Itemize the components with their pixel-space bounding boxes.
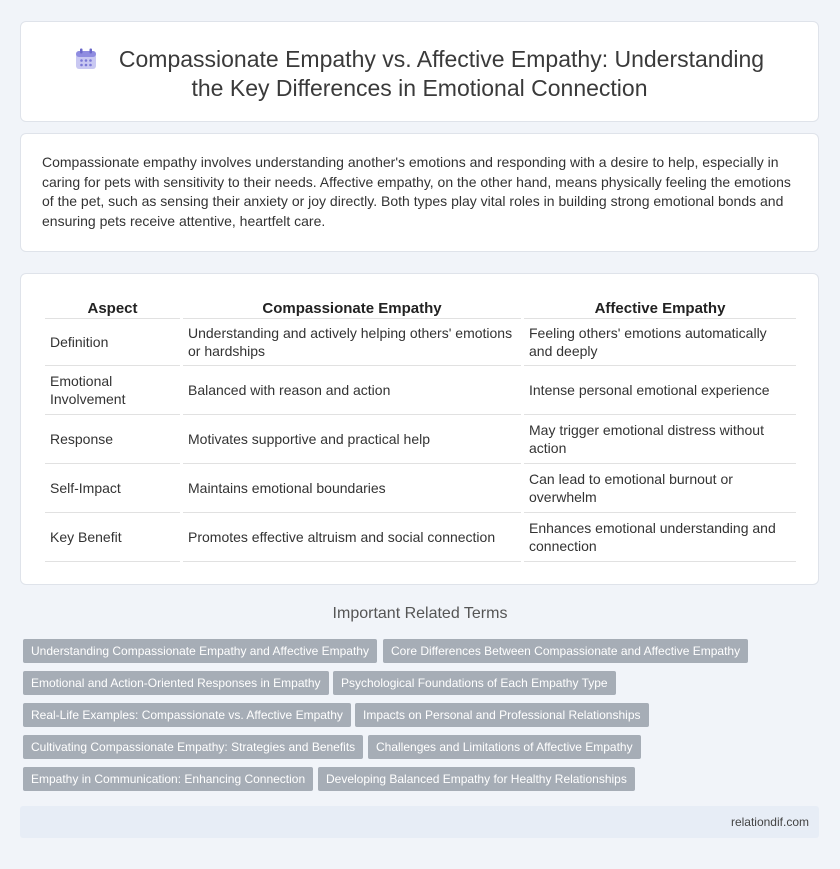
related-tag-link[interactable]: Real-Life Examples: Compassionate vs. Affective Empathy [23,703,351,727]
title-line-2: the Key Differences in Emotional Connection [191,75,648,101]
related-tag-link[interactable]: Cultivating Compassionate Empathy: Strategies and Benefits [23,735,363,759]
related-tag-link[interactable]: Developing Balanced Empathy for Healthy Relationships [318,767,635,791]
table-row [45,415,796,464]
header-aspect: Aspect [87,299,138,317]
cell-aspect: Response [45,415,180,464]
cell-affective: May trigger emotional distress without action [524,415,796,464]
title-card [20,21,819,122]
table-row [45,318,796,366]
cell-affective: Enhances emotional understanding and connection [524,513,796,562]
cell-compassionate: Promotes effective altruism and social connection [183,513,521,562]
related-tag-link[interactable]: Emotional and Action-Oriented Responses in Empathy [23,671,329,695]
cell-compassionate: Maintains emotional boundaries [183,464,521,513]
table-row [45,464,796,513]
related-tag-link[interactable]: Empathy in Communication: Enhancing Connection [23,767,313,791]
header-affective: Affective Empathy [594,299,726,317]
site-link[interactable]: relationdif.com [730,815,809,829]
cell-affective: Can lead to emotional burnout or overwhelm [524,464,796,513]
related-tag-link[interactable]: Understanding Compassionate Empathy and Affective Empathy [23,639,377,663]
header-compassionate: Compassionate Empathy [262,299,442,317]
comparison-card [20,273,819,585]
table-header-row [45,296,796,318]
title-line-1: Compassionate Empathy vs. Affective Empathy: Understanding [118,46,765,72]
intro-card [20,133,819,252]
cell-compassionate: Balanced with reason and action [183,366,521,415]
related-tag-link[interactable]: Psychological Foundations of Each Empathy Type [333,671,616,695]
table-row [45,366,796,415]
cell-affective: Feeling others' emotions automatically and deeply [524,318,796,366]
cell-aspect: Self-Impact [45,464,180,513]
related-terms-title: Important Related Terms [332,605,508,622]
cell-aspect: Emotional Involvement [45,366,180,415]
table-row [45,513,796,562]
related-tag-link[interactable]: Challenges and Limitations of Affective Empathy [368,735,641,759]
related-tag-link[interactable]: Impacts on Personal and Professional Relationships [355,703,649,727]
comparison-table [42,296,799,562]
intro-paragraph: Compassionate empathy involves understanding another's emotions and responding with a desire to help, especially in caring for pets with sensitivity to their needs. Affective empathy, on the other hand, means physically feeling the emotions of the pet, such as sensing their anxiety or joy directly. Both types play vital roles in building strong emotional bonds and ensuring pets receive attentive, heartfelt care. [42,154,791,229]
related-tag-link[interactable]: Core Differences Between Compassionate and Affective Empathy [383,639,748,663]
cell-aspect: Key Benefit [45,513,180,562]
cell-compassionate: Understanding and actively helping others' emotions or hardships [183,318,521,366]
footer [20,806,819,838]
calendar-icon [75,48,97,70]
cell-affective: Intense personal emotional experience [524,366,796,415]
page-title [21,45,818,103]
cell-aspect: Definition [45,318,180,366]
cell-compassionate: Motivates supportive and practical help [183,415,521,464]
